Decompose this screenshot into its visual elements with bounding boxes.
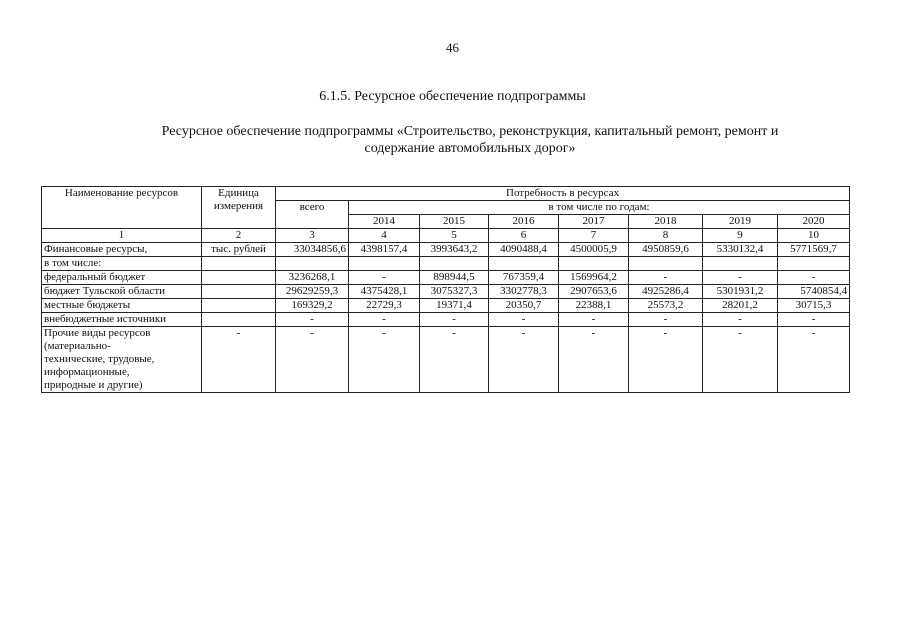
cell-2015: 3075327,3 <box>420 285 489 299</box>
header-unit <box>202 187 276 229</box>
cell-2014: 22729,3 <box>349 299 420 313</box>
cell-2015: 3993643,2 <box>420 243 489 257</box>
row-unit: - <box>202 327 276 393</box>
column-number: 1 <box>42 229 202 243</box>
row-unit <box>202 285 276 299</box>
row-name-line: технические, трудовые, <box>44 353 155 365</box>
header-unit-line-2: измерения <box>213 200 264 212</box>
cell-2016: 4090488,4 <box>489 243 559 257</box>
cell-2020 <box>778 257 850 271</box>
cell-2018 <box>629 257 703 271</box>
table-row-including <box>42 257 850 271</box>
cell-2018: - <box>629 327 703 393</box>
row-name: федеральный бюджет <box>42 271 202 285</box>
column-number: 8 <box>629 229 703 243</box>
header-year: 2017 <box>559 215 629 229</box>
cell-2016 <box>489 257 559 271</box>
header-year: 2016 <box>489 215 559 229</box>
cell-total: 29629259,3 <box>276 285 349 299</box>
cell-2017: 22388,1 <box>559 299 629 313</box>
header-year: 2015 <box>420 215 489 229</box>
header-unit-line-1: Единица <box>218 187 259 199</box>
cell-total: - <box>276 327 349 393</box>
header-year: 2018 <box>629 215 703 229</box>
row-unit <box>202 257 276 271</box>
cell-2014: - <box>349 313 420 327</box>
row-unit <box>202 313 276 327</box>
cell-2019 <box>703 257 778 271</box>
cell-2019: - <box>703 327 778 393</box>
column-number: 9 <box>703 229 778 243</box>
cell-2017: 2907653,6 <box>559 285 629 299</box>
row-name-line: информационные, <box>44 366 130 378</box>
cell-2014: 4398157,4 <box>349 243 420 257</box>
table-row-federal <box>42 271 850 285</box>
cell-2019: 5301931,2 <box>703 285 778 299</box>
row-name: Финансовые ресурсы, <box>42 243 202 257</box>
cell-2018: 4925286,4 <box>629 285 703 299</box>
cell-2016: - <box>489 313 559 327</box>
cell-2016: 20350,7 <box>489 299 559 313</box>
row-name-line: природные и другие) <box>44 379 143 391</box>
cell-2018: - <box>629 271 703 285</box>
section-title: 6.1.5. Ресурсное обеспечение подпрограммы <box>319 89 586 104</box>
cell-2018: 25573,2 <box>629 299 703 313</box>
row-name: в том числе: <box>42 257 202 271</box>
column-number: 3 <box>276 229 349 243</box>
cell-2017: - <box>559 313 629 327</box>
row-name: местные бюджеты <box>42 299 202 313</box>
cell-2018: 4950859,6 <box>629 243 703 257</box>
cell-2015 <box>420 257 489 271</box>
cell-2020: 5771569,7 <box>778 243 850 257</box>
cell-2016: - <box>489 327 559 393</box>
resources-table <box>41 186 850 393</box>
column-number: 2 <box>202 229 276 243</box>
cell-2014: - <box>349 327 420 393</box>
column-number: 10 <box>778 229 850 243</box>
cell-2019: - <box>703 313 778 327</box>
row-unit: тыс. рублей <box>202 243 276 257</box>
cell-total: - <box>276 313 349 327</box>
column-number: 7 <box>559 229 629 243</box>
row-name-line: (материально- <box>44 340 111 352</box>
cell-2016: 3302778,3 <box>489 285 559 299</box>
cell-2015: - <box>420 327 489 393</box>
row-name: бюджет Тульской области <box>42 285 202 299</box>
column-number: 4 <box>349 229 420 243</box>
cell-2015: 898944,5 <box>420 271 489 285</box>
cell-2019: 28201,2 <box>703 299 778 313</box>
header-need: Потребность в ресурсах <box>276 187 850 201</box>
cell-total: 169329,2 <box>276 299 349 313</box>
table-caption-line-1: Ресурсное обеспечение подпрограммы «Строительство, реконструкция, капитальный ремонт, ремонт и <box>161 124 779 139</box>
cell-2015: - <box>420 313 489 327</box>
table-row-extrabudgetary <box>42 313 850 327</box>
cell-2017: 1569964,2 <box>559 271 629 285</box>
cell-total: 3236268,1 <box>276 271 349 285</box>
page-number: 46 <box>446 40 459 55</box>
table-row-other-resources <box>42 327 850 393</box>
row-name-line: Прочие виды ресурсов <box>44 327 151 339</box>
table-row-local <box>42 299 850 313</box>
cell-2018: - <box>629 313 703 327</box>
cell-2017: 4500005,9 <box>559 243 629 257</box>
cell-total: 33034856,6 <box>276 243 349 257</box>
column-number: 5 <box>420 229 489 243</box>
header-year: 2019 <box>703 215 778 229</box>
header-row-1 <box>42 187 850 201</box>
row-unit <box>202 299 276 313</box>
table-caption-line-2: содержание автомобильных дорог» <box>364 141 576 156</box>
header-total: всего <box>276 201 349 229</box>
column-number: 6 <box>489 229 559 243</box>
table-row-financial <box>42 243 850 257</box>
row-name <box>42 327 202 393</box>
column-numbers-row <box>42 229 850 243</box>
cell-2020: 30715,3 <box>778 299 850 313</box>
cell-total <box>276 257 349 271</box>
cell-2014: - <box>349 271 420 285</box>
cell-2014 <box>349 257 420 271</box>
table-row-regional <box>42 285 850 299</box>
cell-2019: 5330132,4 <box>703 243 778 257</box>
cell-2015: 19371,4 <box>420 299 489 313</box>
header-year: 2020 <box>778 215 850 229</box>
cell-2020: 5740854,4 <box>778 285 850 299</box>
row-unit <box>202 271 276 285</box>
cell-2020: - <box>778 327 850 393</box>
cell-2016: 767359,4 <box>489 271 559 285</box>
cell-2014: 4375428,1 <box>349 285 420 299</box>
cell-2017: - <box>559 327 629 393</box>
row-name: внебюджетные источники <box>42 313 202 327</box>
header-by-years: в том числе по годам: <box>349 201 850 215</box>
cell-2017 <box>559 257 629 271</box>
cell-2020: - <box>778 313 850 327</box>
header-year: 2014 <box>349 215 420 229</box>
table-caption <box>120 123 820 157</box>
cell-2019: - <box>703 271 778 285</box>
cell-2020: - <box>778 271 850 285</box>
header-resource-name: Наименование ресурсов <box>42 187 202 229</box>
